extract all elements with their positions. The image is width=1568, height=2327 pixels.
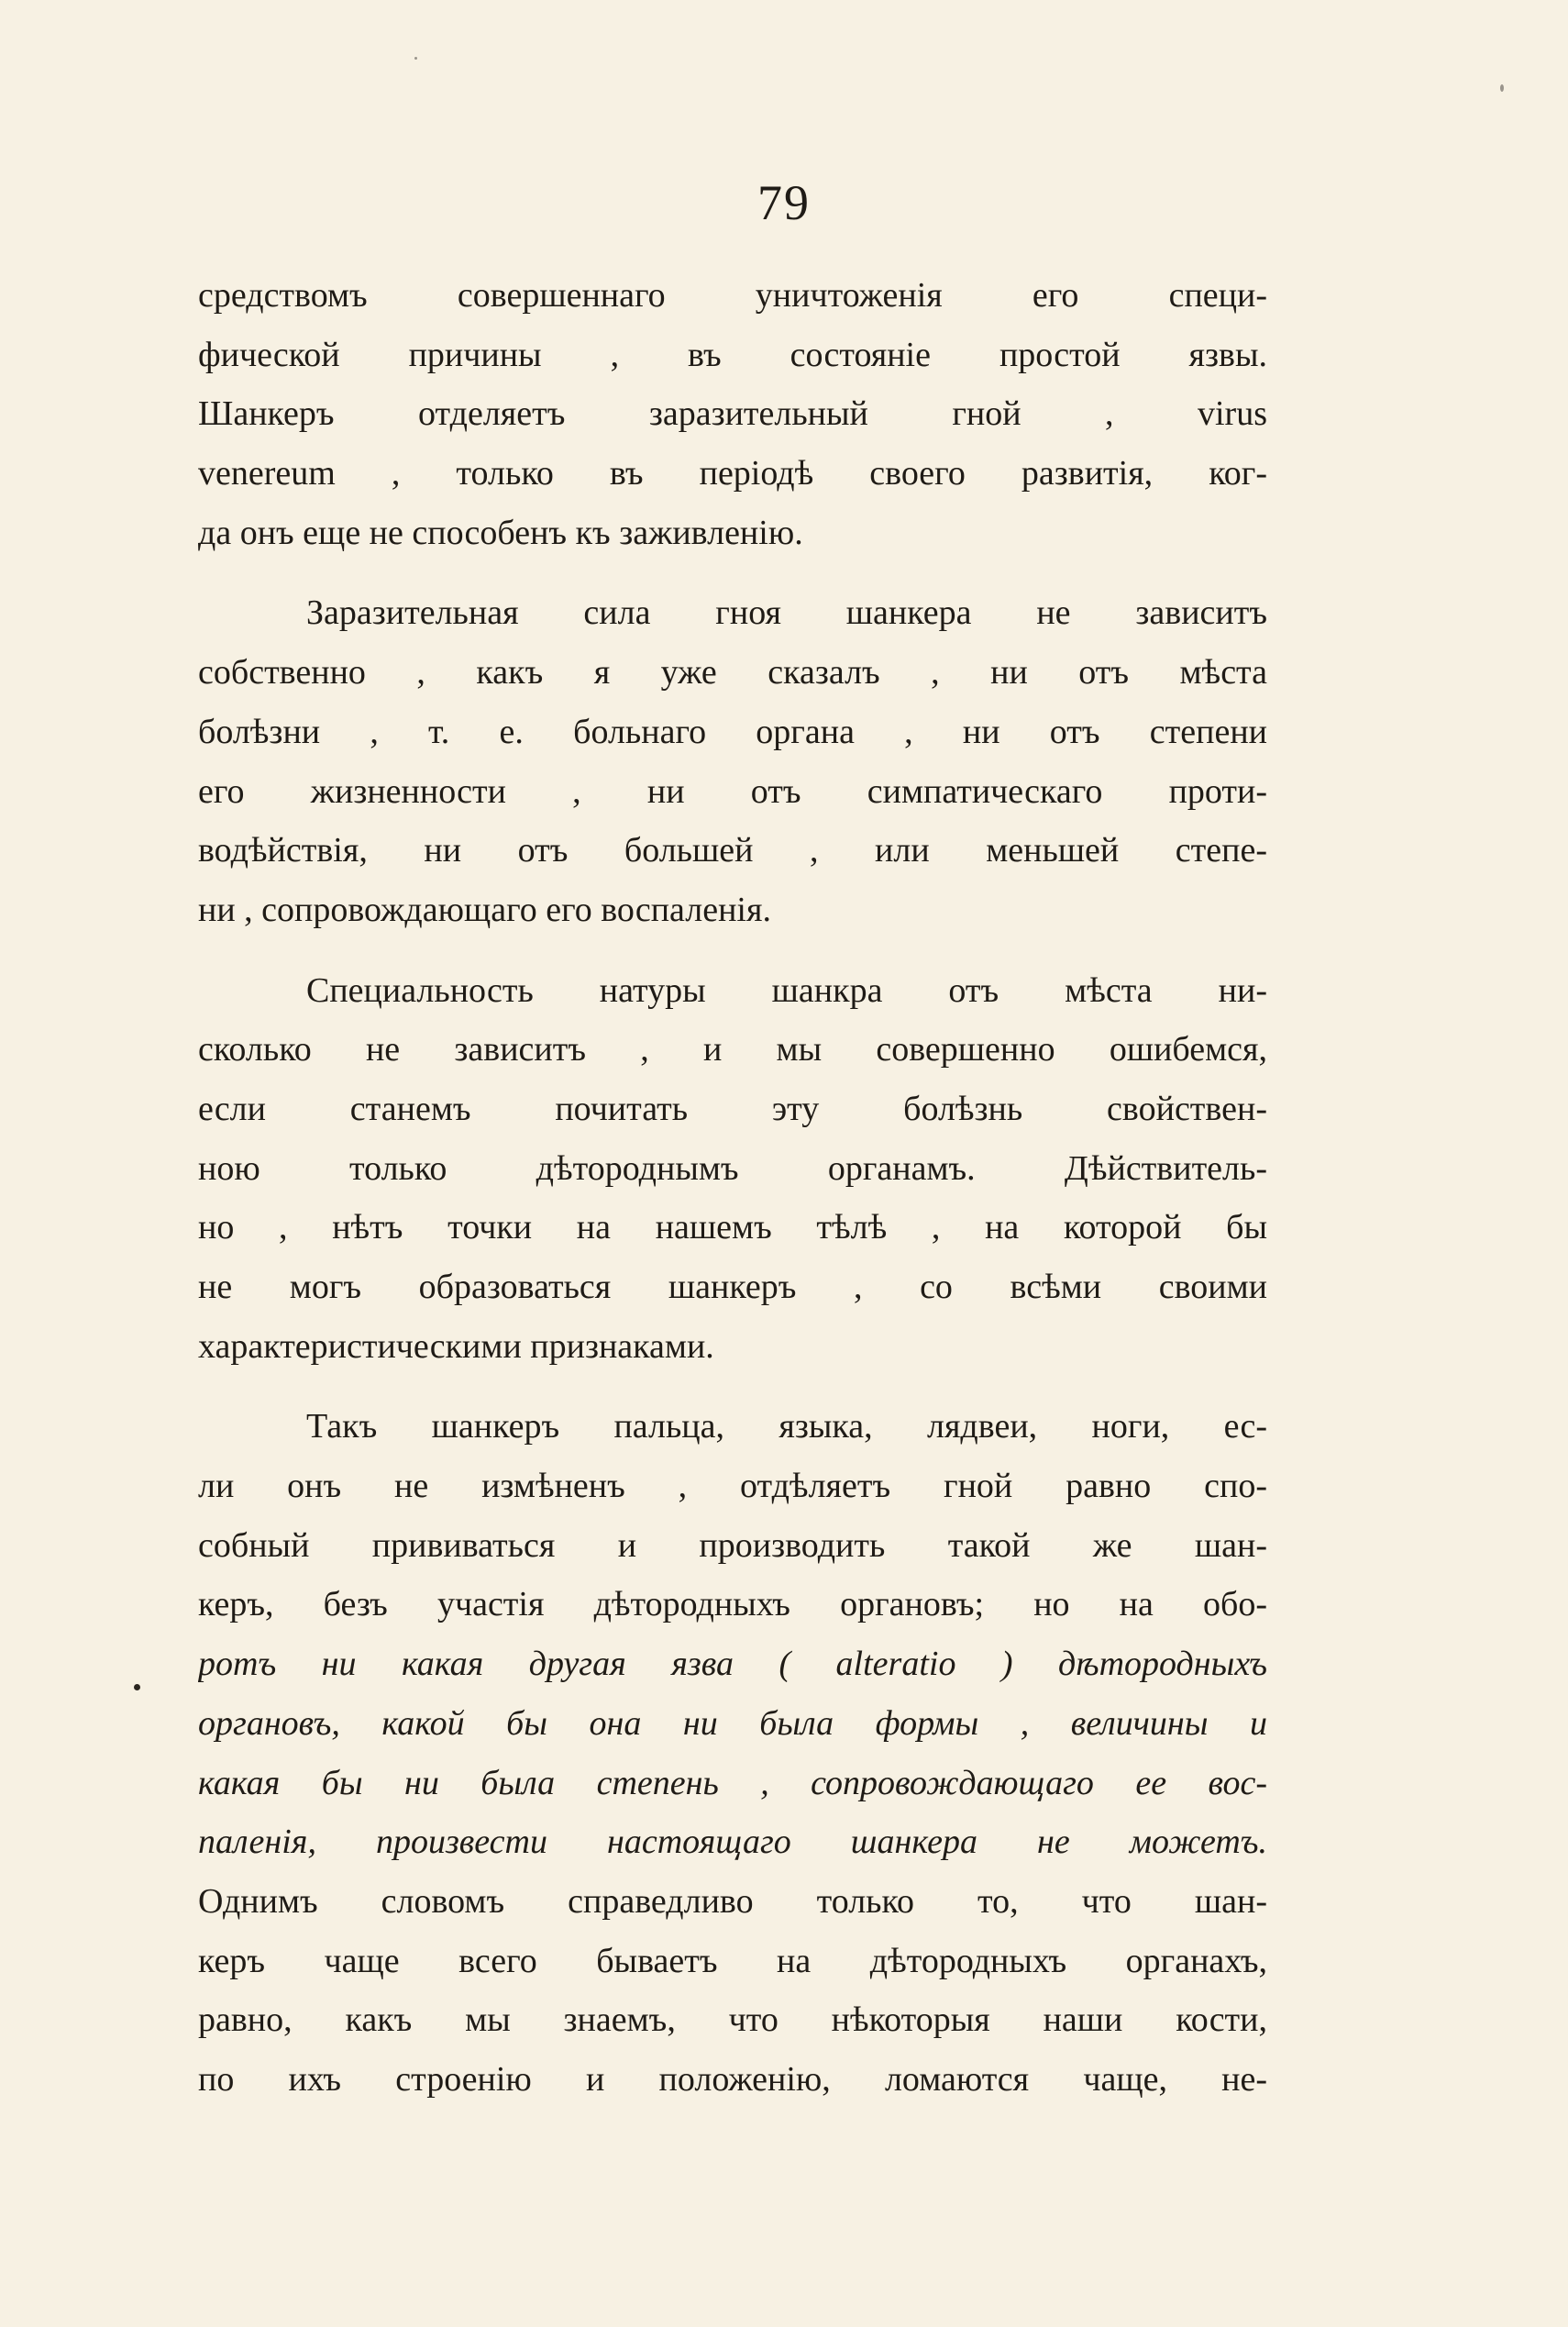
- text-line-italic: органовъ, какой бы она ни была формы , величины и: [198, 1703, 1267, 1743]
- text-line: болѣзни , т. е. больнаго органа , ни отъ степени: [198, 712, 1267, 751]
- paragraph-3: [198, 961, 1267, 1377]
- text-line: собственно , какъ я уже сказалъ , ни отъ мѣста: [198, 653, 1267, 693]
- paper-speck: [414, 57, 417, 60]
- text-line: Шанкеръ отделяетъ заразительный гной , virus: [198, 394, 1267, 434]
- margin-mark: [134, 1684, 140, 1690]
- text-line: Однимъ словомъ справедливо только то, что шан-: [198, 1881, 1267, 1921]
- text-line: сколько не зависитъ , и мы совершенно ошибемся,: [198, 1030, 1267, 1069]
- text-line-italic: ротъ ни какая другая язва ( alteratio ) дѣтородныхъ: [198, 1645, 1267, 1684]
- paragraph-1: [198, 266, 1267, 562]
- body-text: [198, 266, 1267, 2110]
- paper-speck: [1500, 84, 1504, 92]
- text-line: да онъ еще не способенъ къ заживленію.: [198, 513, 803, 552]
- text-line: Такъ шанкеръ пальца, языка, лядвеи, ноги, ес-: [306, 1407, 1267, 1446]
- text-line: характеристическими признаками.: [198, 1326, 714, 1366]
- text-line: фической причины , въ состояніе простой язвы.: [198, 335, 1267, 374]
- text-line: средствомъ совершеннаго уничтоженія его специ-: [198, 276, 1267, 315]
- text-line: водѣйствія, ни отъ большей , или меньшей степе-: [198, 831, 1267, 870]
- text-line: равно, какъ мы знаемъ, что нѣкоторыя наши кости,: [198, 2000, 1267, 2040]
- paragraph-2: [198, 583, 1267, 939]
- text-line: Заразительная сила гноя шанкера не зависитъ: [306, 593, 1267, 633]
- text-line: керъ чаще всего бываетъ на дѣтородныхъ органахъ,: [198, 1941, 1267, 1980]
- text-line-italic: какая бы ни была степень , сопровождающаго ее вос-: [198, 1763, 1267, 1802]
- text-line: керъ, безъ участія дѣтородныхъ органовъ; но на обо-: [198, 1585, 1267, 1624]
- text-line: собный прививаться и производить такой же шан-: [198, 1525, 1267, 1565]
- paragraph-4: [198, 1397, 1267, 2109]
- text-line: ною только дѣтороднымъ органамъ. Дѣйствитель-: [198, 1148, 1267, 1188]
- text-line: не могъ образоваться шанкеръ , со всѣми своими: [198, 1268, 1267, 1306]
- text-line: Специальность натуры шанкра отъ мѣста ни-: [306, 970, 1267, 1010]
- text-line: но , нѣтъ точки на нашемъ тѣлѣ , на которой бы: [198, 1208, 1267, 1247]
- text-line: venereum , только въ періодѣ своего развитія, ког-: [198, 454, 1267, 493]
- text-line: если станемъ почитать эту болѣзнь свойствен-: [198, 1089, 1267, 1128]
- page-number: 79: [757, 175, 811, 230]
- text-line: по ихъ строенію и положенію, ломаются чаще, не-: [198, 2059, 1267, 2099]
- text-line: его жизненности , ни отъ симпатическаго проти-: [198, 771, 1267, 811]
- text-line-italic: паленія, произвести настоящаго шанкера не можетъ.: [198, 1823, 1267, 1862]
- text-line: ли онъ не измѣненъ , отдѣляетъ гной равно спо-: [198, 1467, 1267, 1506]
- text-line: ни , сопровождающаго его воспаленія.: [198, 890, 771, 929]
